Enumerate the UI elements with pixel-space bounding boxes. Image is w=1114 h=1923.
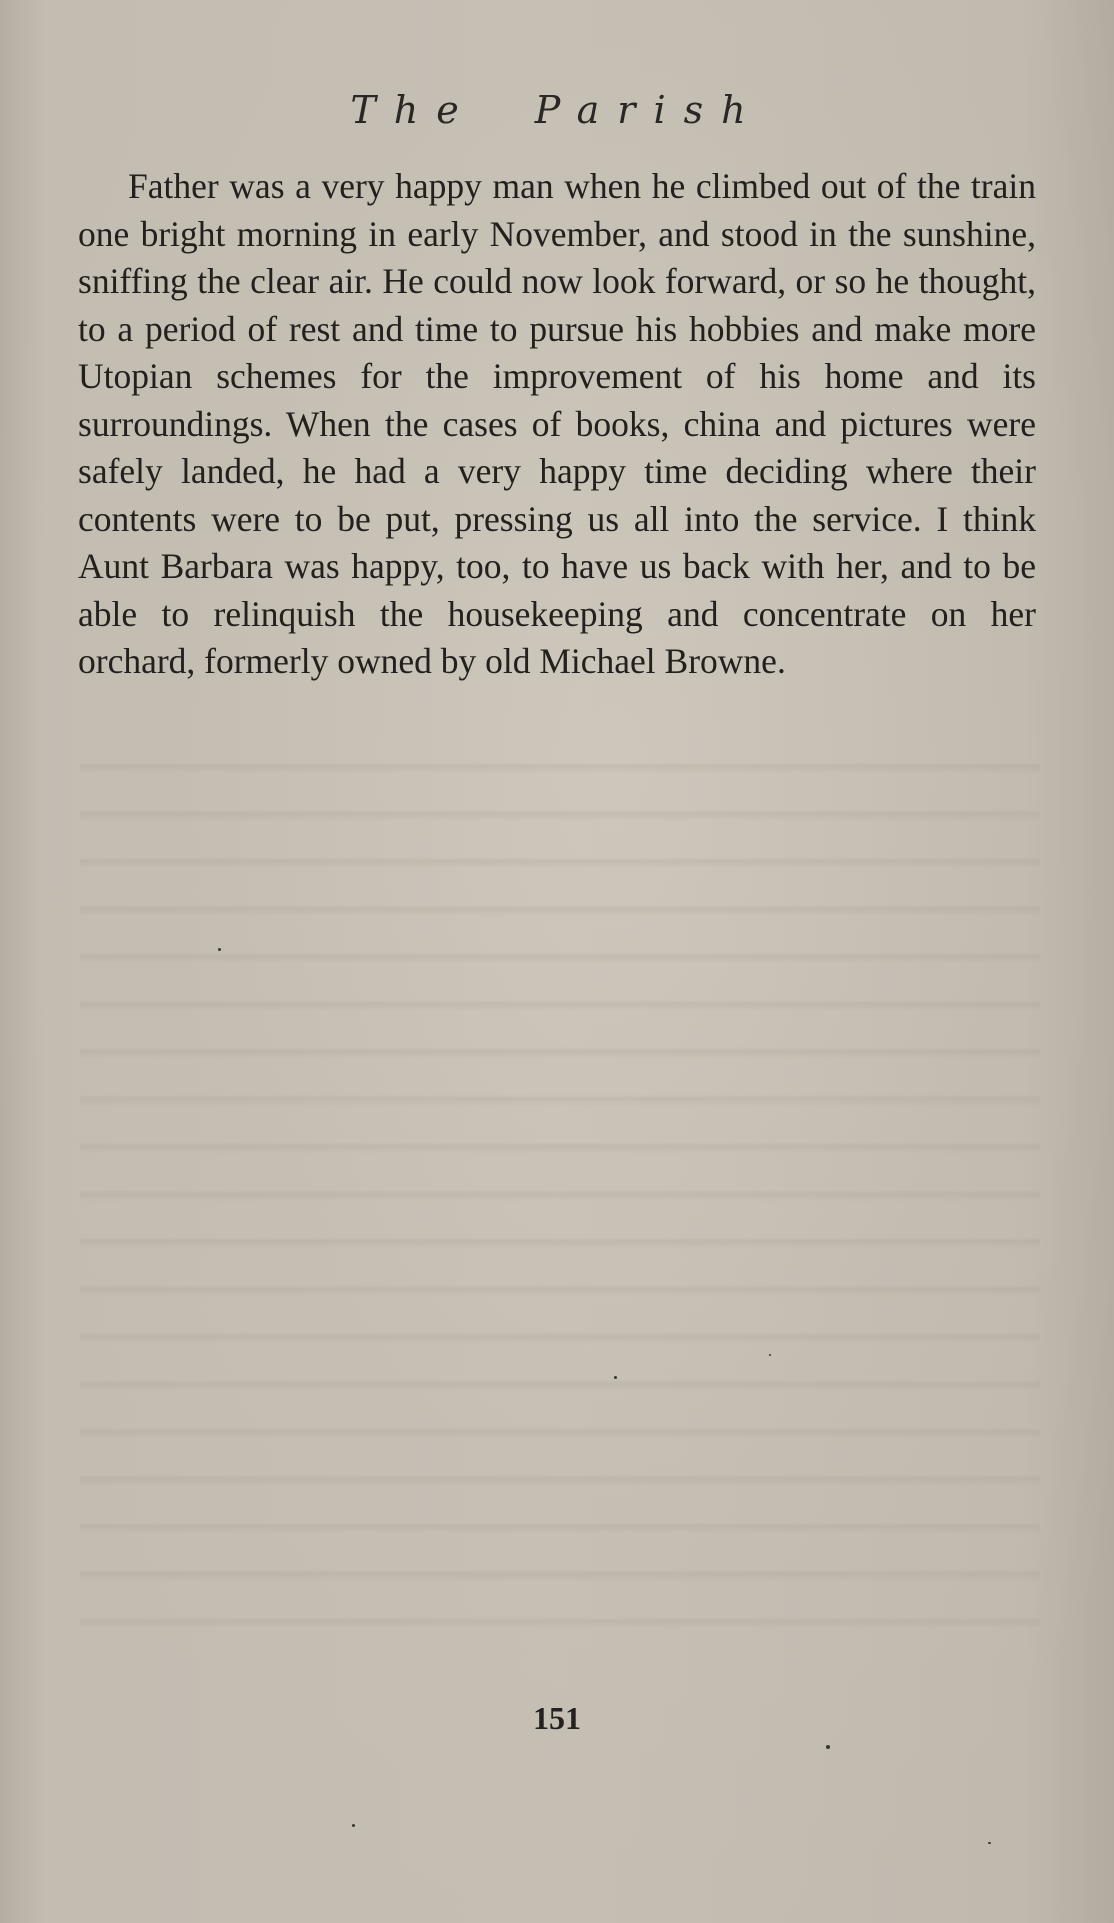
paper-speck: [826, 1745, 830, 1749]
paper-speck: [614, 1376, 617, 1379]
page-number: 151: [533, 1700, 581, 1736]
paper-speck: [769, 1354, 771, 1356]
paper-speck: [218, 948, 221, 951]
running-head: The Parish: [350, 88, 764, 132]
body-paragraph: Father was a very happy man when he climbed out of the train one bright morning in early November, and stood in the sunshine, sniffing the clear air. He could now look forward, or so he thought, to a period of rest and time to pursue his hobbies and make more Utopian schemes for the improvement of his home and its surroundings. When the cases of books, china and pictures were safely landed, he had a very happy time deciding where their contents were to be put, pressing us all into the service. I think Aunt Barbara was happy, too, to have us back with her, and to be able to relinquish the housekeeping and concentrate on her orchard, formerly owned by old Michael Browne.: [78, 166, 1036, 681]
paper-speck: [988, 1842, 991, 1844]
bleed-through-texture: [80, 740, 1040, 1660]
paper-speck: [352, 1824, 355, 1827]
